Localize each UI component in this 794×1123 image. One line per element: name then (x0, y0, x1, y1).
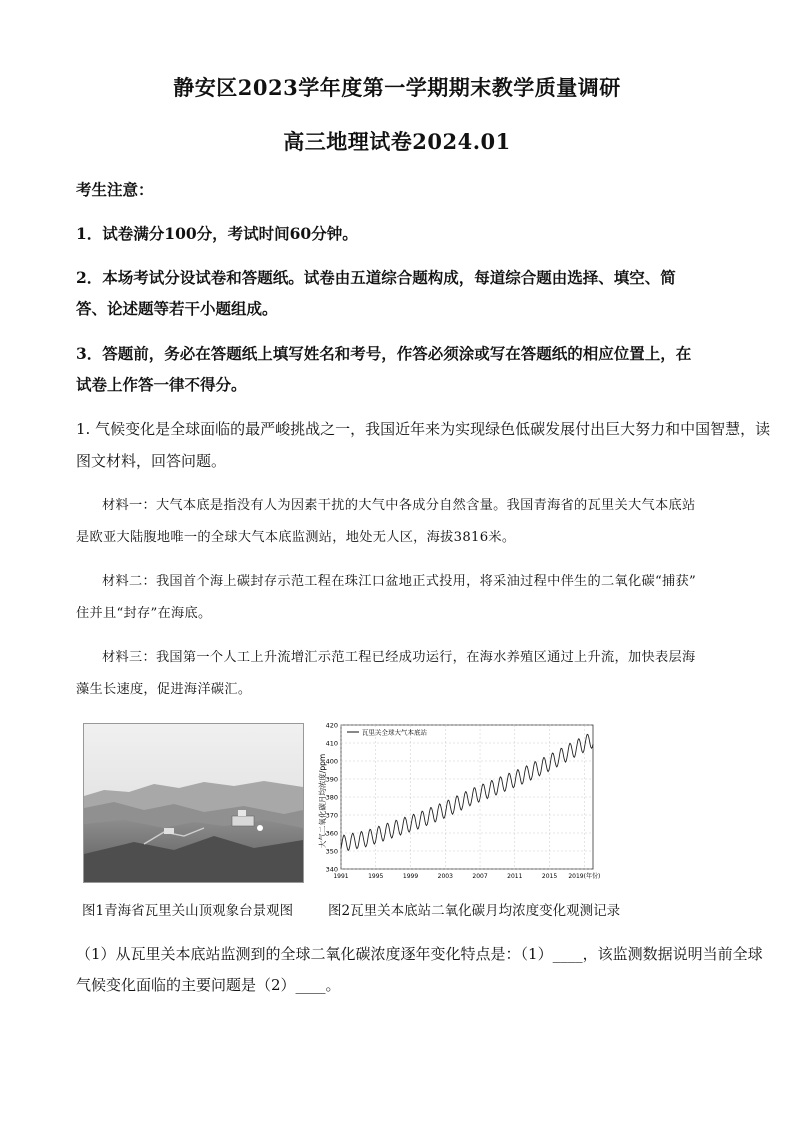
notice-item-1: 1．试卷满分100分，考试时间60分钟。 (76, 224, 358, 243)
x-tick-label: 2015 (541, 873, 558, 880)
y-tick-label: 370 (325, 811, 338, 820)
question1-intro-line2: 图文材料，回答问题。 (76, 452, 227, 470)
landscape-photo-image (84, 724, 303, 882)
y-tick-label: 360 (325, 829, 338, 838)
page-title-line2: 高三地理试卷2024.01 (283, 129, 511, 154)
page-title-line1: 静安区2023学年度第一学期期末教学质量调研 (173, 75, 621, 100)
x-tick-label: 2019(年份) (568, 873, 601, 880)
notice-heading: 考生注意： (76, 180, 154, 199)
material2-line2: 住并且“封存”在海底。 (76, 606, 212, 621)
legend-label: 瓦里关全球大气本底站 (362, 728, 427, 737)
y-tick-label: 380 (325, 793, 338, 802)
figure2-caption: 图2瓦里关本底站二氧化碳月均浓度变化观测记录 (328, 903, 621, 919)
x-tick-label: 2011 (507, 873, 523, 880)
figure2-chart (311, 721, 601, 887)
subquestion1-line2: 气候变化面临的主要问题是（2）____。 (76, 976, 341, 994)
y-tick-label: 350 (325, 847, 338, 856)
material1-line2: 是欧亚大陆腹地唯一的全球大气本底监测站，地处无人区，海拔3816米。 (76, 530, 516, 545)
notice-item-3-line1: 3．答题前，务必在答题纸上填写姓名和考号，作答必须涂或写在答题纸的相应位置上，在 (76, 344, 692, 363)
y-tick-label: 400 (325, 757, 338, 766)
x-tick-label: 1999 (402, 873, 419, 880)
material3-line2: 藻生长速度，促进海洋碳汇。 (76, 682, 252, 697)
x-tick-label: 2003 (437, 873, 453, 880)
chart-ylabel: 大气二氧化碳月均浓度/ppm (318, 753, 327, 849)
x-tick-label: 1995 (368, 873, 384, 880)
notice-item-3-line2: 试卷上作答一律不得分。 (76, 375, 247, 394)
y-tick-label: 410 (325, 739, 338, 748)
figure1-caption: 图1青海省瓦里关山顶观象台景观图 (82, 903, 294, 919)
x-tick-label: 2007 (472, 873, 488, 880)
material3-line1: 材料三：我国第一个人工上升流增汇示范工程已经成功运行，在海水养殖区通过上升流，加快表层海 (102, 650, 696, 665)
figure1-photo (83, 723, 304, 883)
notice-item-2-line2: 答、论述题等若干小题组成。 (76, 299, 278, 318)
y-tick-label: 420 (325, 721, 338, 730)
notice-item-2-line1: 2．本场考试分设试卷和答题纸。试卷由五道综合题构成，每道综合题由选择、填空、简 (76, 268, 676, 287)
subquestion1-line1: （1）从瓦里关本底站监测到的全球二氧化碳浓度逐年变化特点是：（1）____，该监测数据说明当前全球 (76, 945, 763, 963)
y-tick-label: 340 (325, 865, 338, 874)
question1-intro-line1: 1. 气候变化是全球面临的最严峻挑战之一，我国近年来为实现绿色低碳发展付出巨大努力和中国智慧，读 (76, 420, 771, 438)
co2-line-chart (311, 721, 601, 887)
material1-line1: 材料一：大气本底是指没有人为因素干扰的大气中各成分自然含量。我国青海省的瓦里关大气本底站 (102, 498, 696, 513)
material2-line1: 材料二：我国首个海上碳封存示范工程在珠江口盆地正式投用，将采油过程中伴生的二氧化碳“捕获” (102, 574, 697, 589)
x-tick-label: 1991 (333, 873, 349, 880)
y-tick-label: 390 (325, 775, 338, 784)
